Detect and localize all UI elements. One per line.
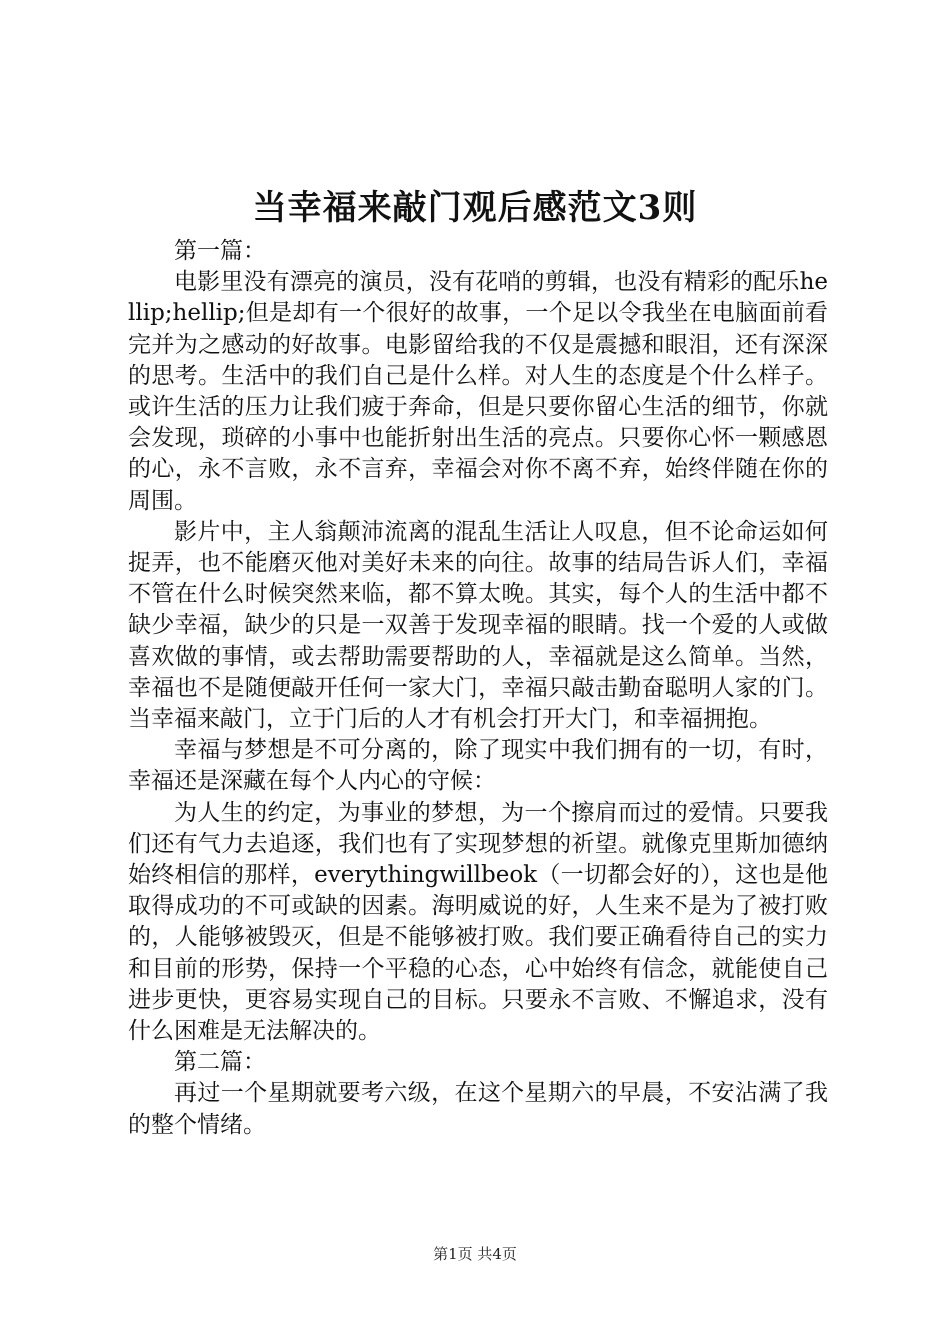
- paragraph-1: 电影里没有漂亮的演员，没有花哨的剪辑，也没有精彩的配乐hellip;hellip;但是却有一个很好的故事，一个足以令我坐在电脑面前看完并为之感动的好故事。电影留给我的不仅是震撼和眼泪，还有深深的思考。生活中的我们自己是什么样。对人生的态度是个什么样子。或许生活的压力让我们疲于奔命，但是只要你留心生活的细节，你就会发现，琐碎的小事中也能折射出生活的亮点。只要你心怀一颗感恩的心，永不言败，永不言弃，幸福会对你不离不弃，始终伴随在你的周围。: [128, 269, 828, 514]
- document-body: [128, 236, 828, 1141]
- section-heading-2: 第二篇：: [174, 1049, 266, 1076]
- paragraph-2: 影片中，主人翁颠沛流离的混乱生活让人叹息，但不论命运如何捉弄，也不能磨灭他对美好未来的向往。故事的结局告诉人们，幸福不管在什么时候突然来临，都不算太晚。其实，每个人的生活中都不缺少幸福，缺少的只是一双善于发现幸福的眼睛。找一个爱的人或做喜欢做的事情，或去帮助需要帮助的人，幸福就是这么简单。当然，幸福也不是随便敲开任何一家大门，幸福只敲击勤奋聪明人家的门。当幸福来敲门，立于门后的人才有机会打开大门，和幸福拥抱。: [128, 518, 828, 733]
- paragraph-4: 为人生的约定，为事业的梦想，为一个擦肩而过的爱情。只要我们还有气力去追逐，我们也有了实现梦想的祈望。就像克里斯加德纳始终相信的那样，everythingwillbeok（一切都会好的），这也是他取得成功的不可或缺的因素。海明威说的好，人生来不是为了被打败的，人能够被毁灭，但是不能够被打败。我们要正确看待自己的实力和目前的形势，保持一个平稳的心态，心中始终有信念，就能使自己进步更快，更容易实现自己的目标。只要永不言败、不懈追求，没有什么困难是无法解决的。: [128, 799, 828, 1045]
- section-heading-1: 第一篇：: [174, 238, 266, 264]
- document-title: 当幸福来敲门观后感范文3则: [252, 188, 698, 228]
- paragraph-3: 幸福与梦想是不可分离的，除了现实中我们拥有的一切，有时，幸福还是深藏在每个人内心的守候：: [128, 737, 828, 795]
- paragraph-5: 再过一个星期就要考六级，在这个星期六的早晨，不安沾满了我的整个情绪。: [128, 1080, 828, 1138]
- page-footer: 第1页 共4页: [433, 1245, 517, 1263]
